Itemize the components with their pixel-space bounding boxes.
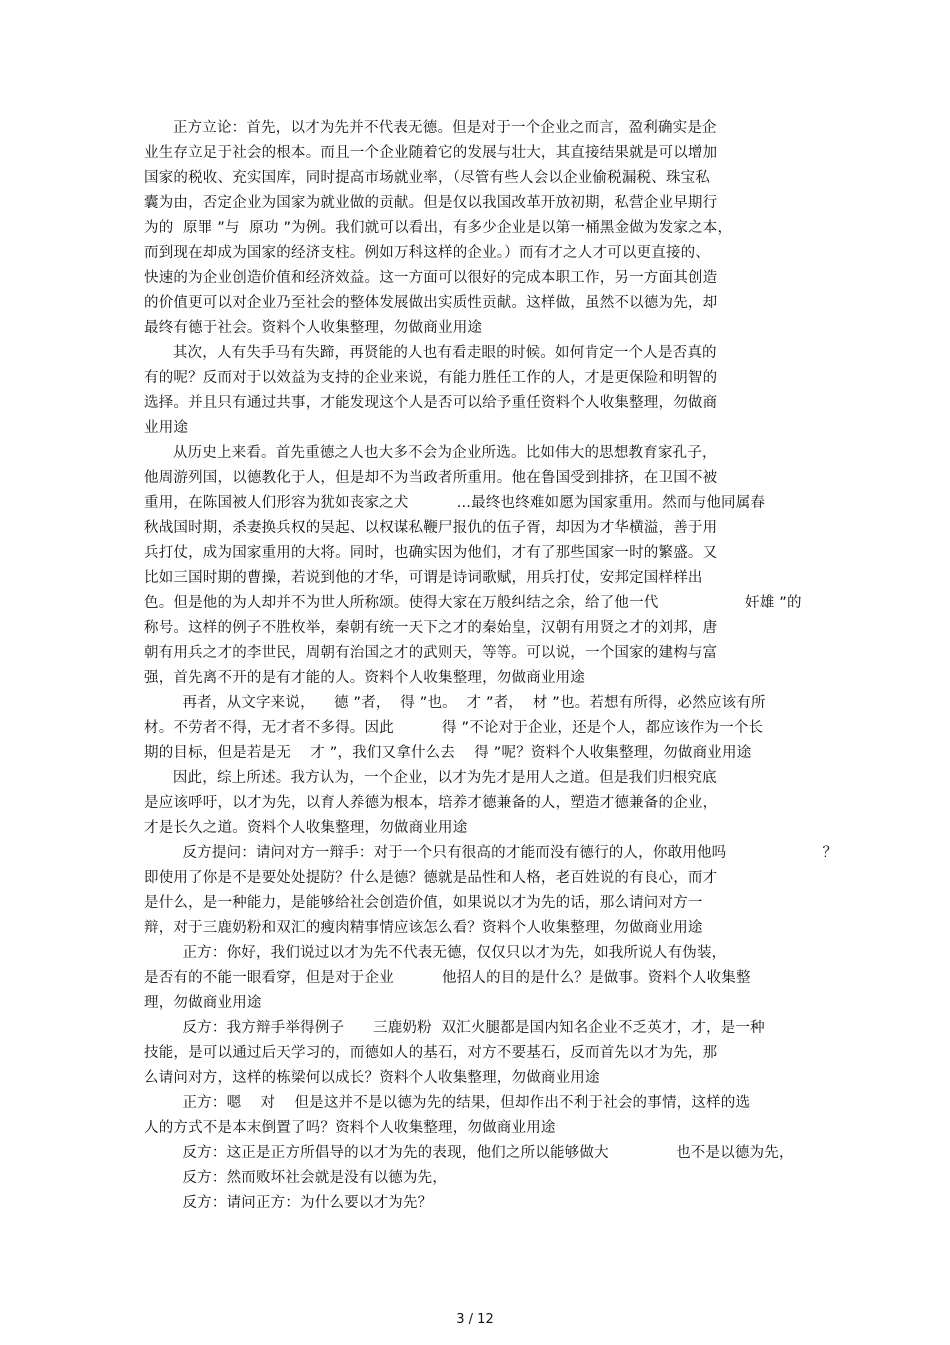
text-line: 正方：你好，我们说过以才为先不代表无德，仅仅只以才为先，如我所说人有伪装，	[144, 945, 727, 961]
text-line: 其次，人有失手马有失蹄，再贤能的人也有看走眼的时候。如何肯定一个人是否真的	[144, 345, 717, 361]
text-line: 业生存立足于社会的根本。而且一个企业随着它的发展与壮大，其直接结果就是可以增加	[144, 145, 718, 161]
text-line: 国家的税收、充实国库，同时提高市场就业率，（尽管有些人会以企业偷税漏税、珠宝私	[144, 170, 711, 186]
text-line: 有的呢？反而对于以效益为支持的企业来说，有能力胜任工作的人，才是更保险和明智的	[144, 370, 718, 386]
text-line: 为的 原罪 ”与 原功 ”为例。我们就可以看出，有多少企业是以第一桶黑金做为发家之本，	[144, 220, 733, 236]
text-line: 期的目标，但是若是无 才 ”，我们又拿什么去 得 ”呢？资料个人收集整理，勿做商业用途	[144, 745, 752, 761]
text-line: 技能，是可以通过后天学习的，而德如人的基石，对方不要基石，反而首先以才为先，那	[144, 1045, 718, 1061]
text-line: 即使用了你是不是要处处提防？什么是德？德就是品性和人格，老百姓说的有良心，而才	[144, 870, 718, 886]
text-line: 反方：请问正方：为什么要以才为先？	[144, 1195, 433, 1211]
text-line: 强，首先离不开的是有才能的人。资料个人收集整理，勿做商业用途	[144, 670, 585, 686]
text-line: 正方立论：首先，以才为先并不代表无德。但是对于一个企业之而言，盈利确实是企	[144, 120, 717, 136]
text-line: 辩，对于三鹿奶粉和双汇的瘦肉精事情应该怎么看？资料个人收集整理，勿做商业用途	[144, 920, 703, 936]
text-line: 是否有的不能一眼看穿，但是对于企业 他招人的目的是什么？是做事。资料个人收集整	[144, 970, 751, 986]
text-line: 反方：我方辩手举得例子 三鹿奶粉 双汇火腿都是国内知名企业不乏英才，才，是一种	[144, 1020, 765, 1036]
text-line: 色。但是他的为人却并不为世人所称颂。使得大家在万般纠结之余，给了他一代 奸雄 ”的	[144, 595, 802, 611]
text-line: 因此，综上所述。我方认为，一个企业，以才为先才是用人之道。但是我们归根究底	[144, 770, 717, 786]
text-line: 材。不劳者不得，无才者不多得。因此 得 ”不论对于企业，还是个人，都应该作为一个长	[144, 720, 764, 736]
text-line: 称号。这样的例子不胜枚举，秦朝有统一天下之才的秦始皇，汉朝有用贤之才的刘邦，唐	[144, 620, 718, 636]
text-line: 他周游列国，以德教化于人，但是却不为当政者所重用。他在鲁国受到排挤，在卫国不被	[144, 470, 718, 486]
text-line: 业用途	[144, 420, 189, 436]
text-line: 是应该呼吁，以才为先，以育人养德为根本，培养才德兼备的人，塑造才德兼备的企业，	[144, 795, 718, 811]
text-line: 重用，在陈国被人们形容为犹如丧家之犬 ...最终也终难如愿为国家重用。然而与他同属春	[144, 495, 766, 511]
text-line: 选择。并且只有通过共事，才能发现这个人是否可以给予重任资料个人收集整理，勿做商	[144, 395, 718, 411]
text-line: 再者，从文字来说， 德 ”者， 得 ”也。 才 ”者， 材 ”也。若想有所得，必然应该有所	[144, 695, 766, 711]
text-line: 从历史上来看。首先重德之人也大多不会为企业所选。比如伟大的思想教育家孔子，	[144, 445, 717, 461]
text-line: 反方提问：请问对方一辩手：对于一个只有很高的才能而没有德行的人，你敢用他吗 ？	[144, 845, 838, 861]
text-line: 囊为由，否定企业为国家为就业做的贡献。但是仅以我国改革开放初期，私营企业早期行	[144, 195, 718, 211]
text-line: 是什么，是一种能力，是能够给社会创造价值，如果说以才为先的话，那么请问对方一	[144, 895, 703, 911]
text-line: 而到现在却成为国家的经济支柱。例如万科这样的企业。）而有才之人才可以更直接的、	[144, 245, 711, 261]
text-line: 秋战国时期，杀妻换兵权的吴起、以权谋私鞭尸报仇的伍子胥，却因为才华横溢，善于用	[144, 520, 718, 536]
text-line: 么请问对方，这样的栋梁何以成长？资料个人收集整理，勿做商业用途	[144, 1070, 600, 1086]
text-line: 反方：然而败坏社会就是没有以德为先，	[144, 1170, 448, 1186]
text-line: 人的方式不是本末倒置了吗？资料个人收集整理，勿做商业用途	[144, 1120, 556, 1136]
text-line: 反方：这正是正方所倡导的以才为先的表现，他们之所以能够做大 也不是以德为先，	[144, 1145, 794, 1161]
page-number: 3 / 12	[456, 1312, 494, 1327]
text-line: 快速的为企业创造价值和经济效益。这一方面可以很好的完成本职工作，另一方面其创造	[144, 270, 718, 286]
text-line: 的价值更可以对企业乃至社会的整体发展做出实质性贡献。这样做，虽然不以德为先，却	[144, 295, 718, 311]
text-line: 比如三国时期的曹操，若说到他的才华，可谓是诗词歌赋，用兵打仗，安邦定国样样出	[144, 570, 703, 586]
text-line: 才是长久之道。资料个人收集整理，勿做商业用途	[144, 820, 468, 836]
text-line: 朝有用兵之才的李世民，周朝有治国之才的武则天，等等。可以说，一个国家的建构与富	[144, 645, 718, 661]
text-line: 理，勿做商业用途	[144, 995, 262, 1011]
text-line: 最终有德于社会。资料个人收集整理，勿做商业用途	[144, 320, 483, 336]
text-line: 兵打仗，成为国家重用的大将。同时，也确实因为他们，才有了那些国家一时的繁盛。又	[144, 545, 718, 561]
text-line: 正方：嗯 对 但是这并不是以德为先的结果，但却作出不利于社会的事情，这样的选	[144, 1095, 751, 1111]
